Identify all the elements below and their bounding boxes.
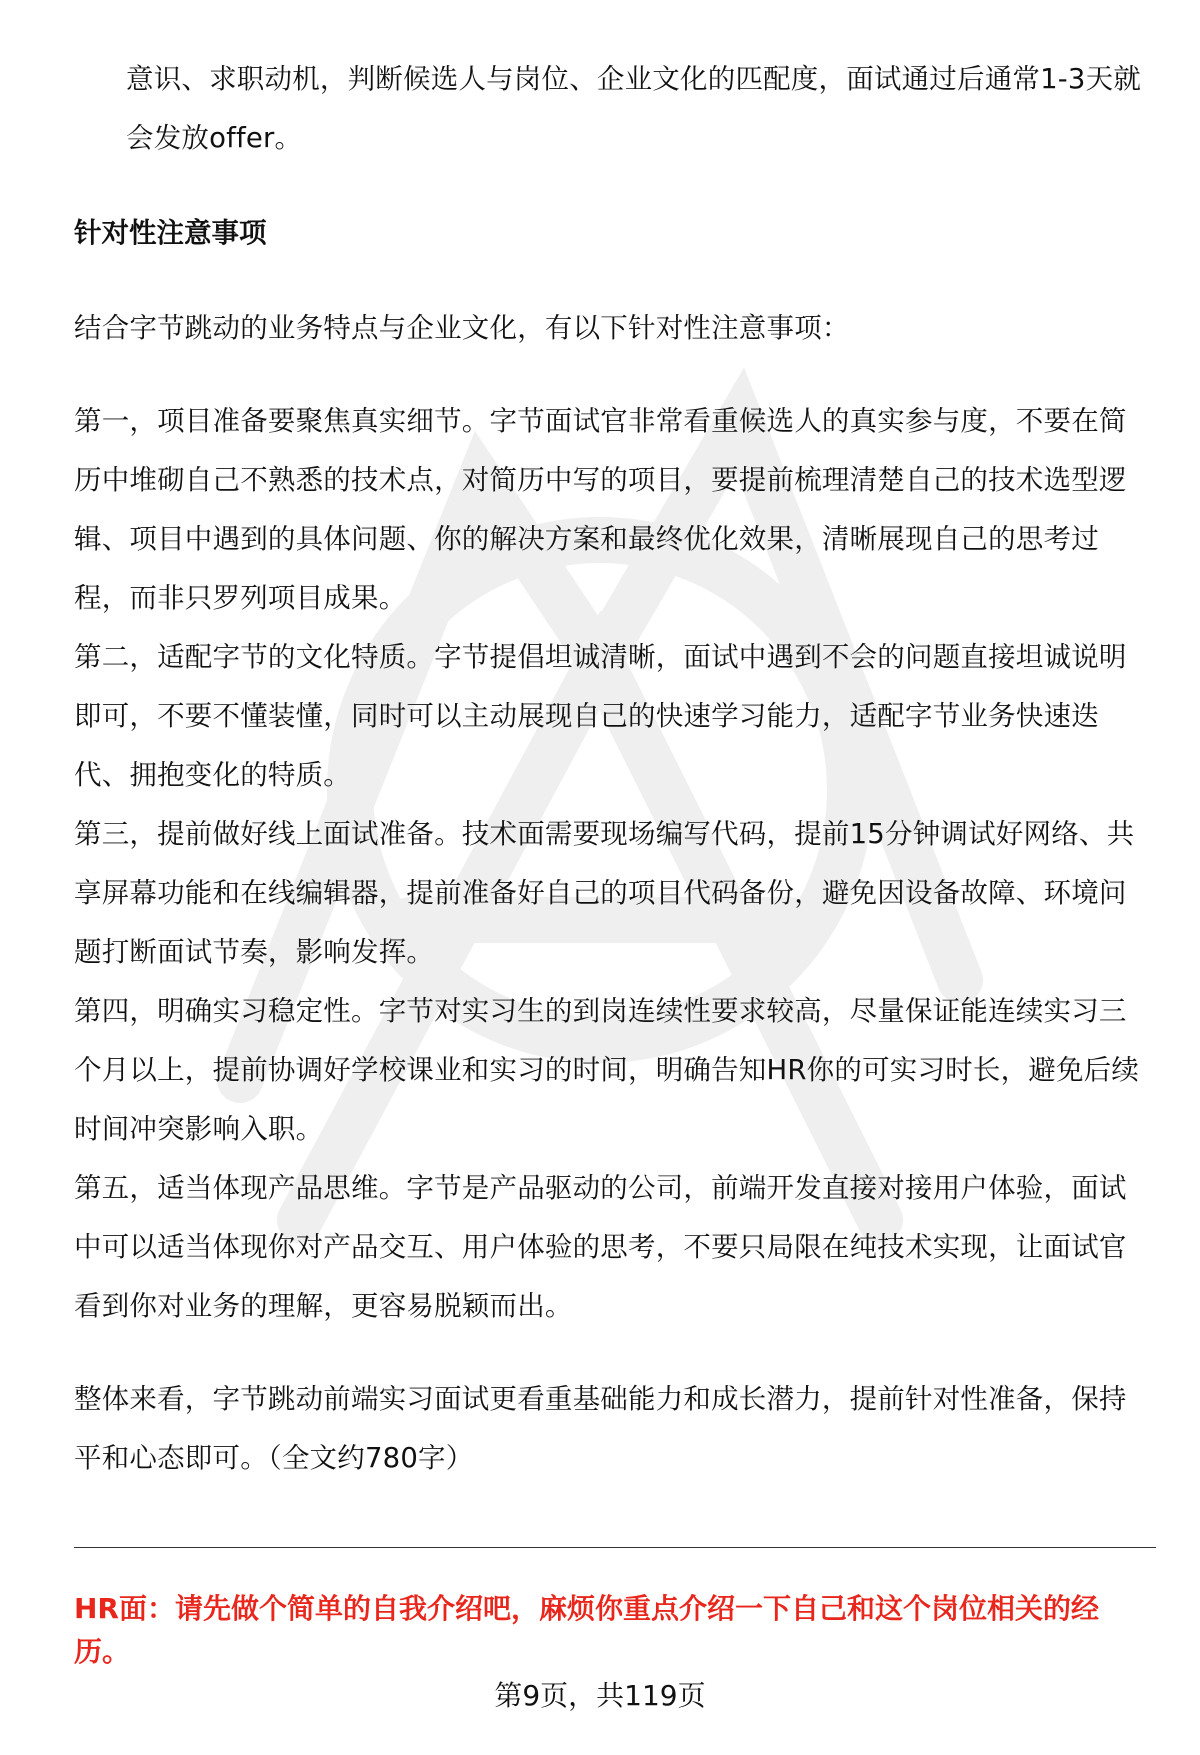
section-heading: 针对性注意事项 xyxy=(74,217,267,249)
section-lead-paragraph: 结合字节跳动的业务特点与企业文化，有以下针对性注意事项： xyxy=(74,312,850,344)
summary-paragraph: 整体来看，字节跳动前端实习面试更看重基础能力和成长潜力，提前针对性准备，保持平和心态即可。（全文约780字） xyxy=(74,1383,1127,1474)
section-divider xyxy=(74,1547,1156,1548)
tip-item-1: 第一，项目准备要聚焦真实细节。字节面试官非常看重候选人的真实参与度，不要在简历中堆砌自己不熟悉的技术点，对简历中写的项目，要提前梳理清楚自己的技术选型逻辑、项目中遇到的具体问题、你的解决方案和最终优化效果，清晰展现自己的思考过程，而非只罗列项目成果。 xyxy=(74,405,1127,614)
tip-item-3: 第三，提前做好线上面试准备。技术面需要现场编写代码，提前15分钟调试好网络、共享屏幕功能和在线编辑器，提前准备好自己的项目代码备份，避免因设备故障、环境问题打断面试节奏，影响发挥。 xyxy=(74,818,1135,968)
page-number: 第9页，共119页 xyxy=(494,1679,706,1712)
next-question-heading: HR面：请先做个简单的自我介绍吧，麻烦你重点介绍一下自己和这个岗位相关的经历。 xyxy=(74,1592,1099,1668)
tip-item-2: 第二，适配字节的文化特质。字节提倡坦诚清晰，面试中遇到不会的问题直接坦诚说明即可，不要不懂装懂，同时可以主动展现自己的快速学习能力，适配字节业务快速迭代、拥抱变化的特质。 xyxy=(74,641,1127,791)
document-body xyxy=(74,50,1154,1488)
tip-item-4: 第四，明确实习稳定性。字节对实习生的到岗连续性要求较高，尽量保证能连续实习三个月以上，提前协调好学校课业和实习的时间，明确告知HR你的可实习时长，避免后续时间冲突影响入职。 xyxy=(74,995,1140,1145)
intro-tail-paragraph: 意识、求职动机，判断候选人与岗位、企业文化的匹配度，面试通过后通常1-3天就会发放offer。 xyxy=(126,63,1142,154)
tip-item-5: 第五，适当体现产品思维。字节是产品驱动的公司，前端开发直接对接用户体验，面试中可以适当体现你对产品交互、用户体验的思考，不要只局限在纯技术实现，让面试官看到你对业务的理解，更容易脱颖而出。 xyxy=(74,1172,1127,1322)
